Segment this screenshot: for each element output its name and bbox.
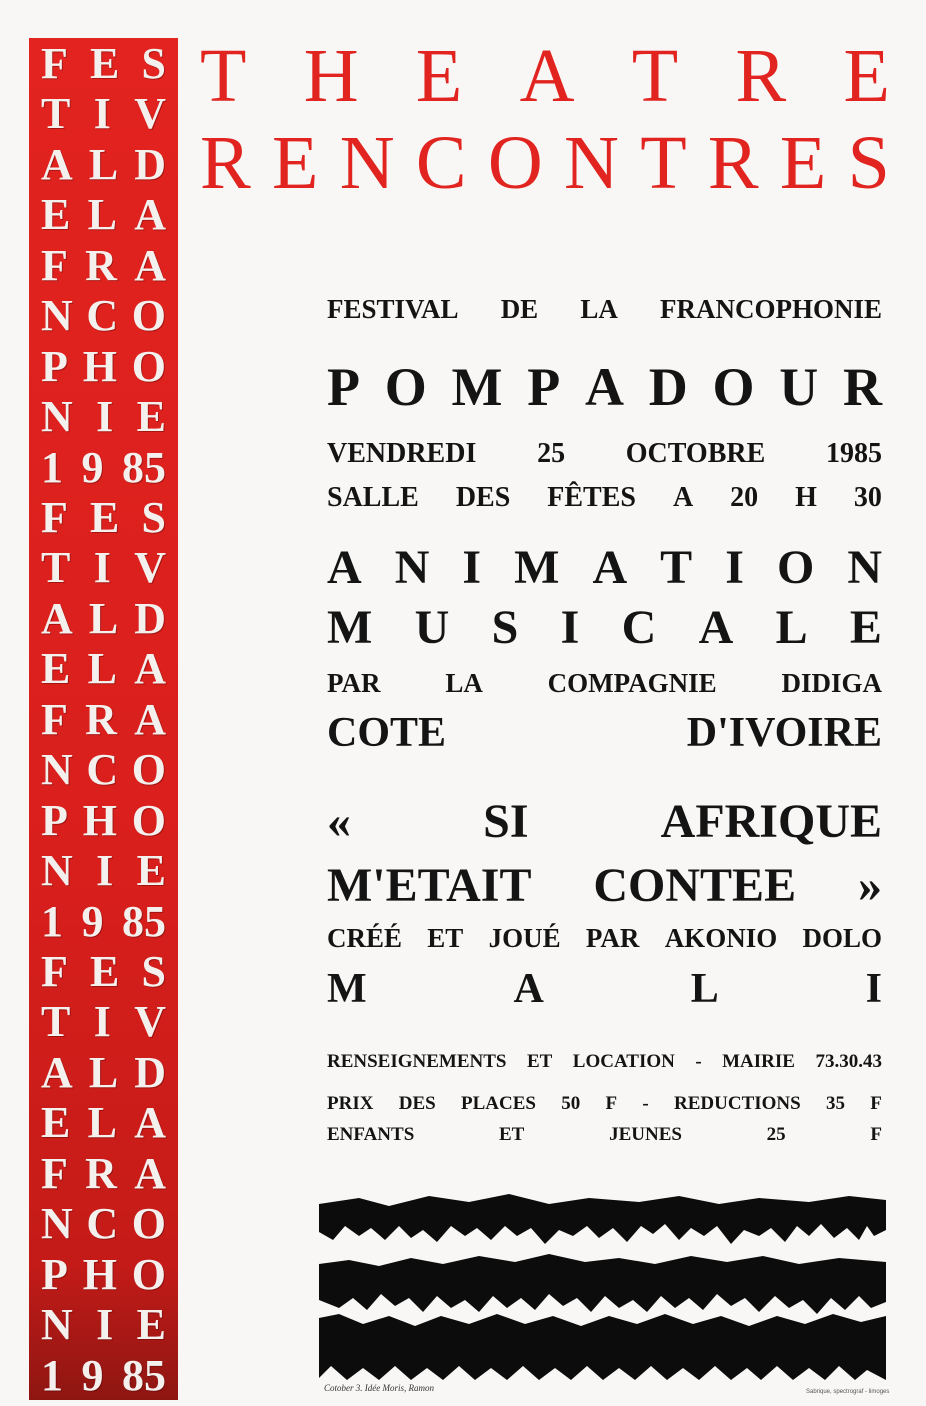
sidebar-letter: T xyxy=(41,543,71,593)
sidebar-letter: 1 xyxy=(41,1350,63,1400)
show1-country xyxy=(327,712,882,754)
sidebar-letter: L xyxy=(88,593,119,643)
sidebar-letter: O xyxy=(131,745,166,795)
sidebar-letter: O xyxy=(131,341,166,391)
sidebar-row xyxy=(29,1249,178,1299)
sidebar-letter: R xyxy=(85,694,117,744)
glyph-group: FRANCOPHONIE xyxy=(659,294,882,324)
sidebar-row xyxy=(29,1098,178,1148)
sidebar-letter: L xyxy=(87,1098,117,1148)
sidebar-letter: R xyxy=(85,240,117,290)
sidebar-letter: C xyxy=(86,1199,119,1249)
town-line xyxy=(327,357,882,417)
glyph-group: FÊTES xyxy=(547,482,636,513)
sidebar-letter: E xyxy=(136,1300,166,1350)
sidebar-letter: P xyxy=(41,1249,68,1299)
sidebar-letter: N xyxy=(41,291,73,341)
sidebar-row xyxy=(29,240,178,290)
sidebar-letter: L xyxy=(88,1047,119,1097)
sidebar-letter: N xyxy=(41,1199,73,1249)
sidebar-row xyxy=(29,1350,178,1400)
prices-line xyxy=(327,1094,882,1113)
sidebar-letter: A xyxy=(41,1047,73,1097)
glyph-group: T xyxy=(660,541,693,594)
sidebar-row xyxy=(29,644,178,694)
sidebar-letter: S xyxy=(141,39,166,88)
glyph-group: P xyxy=(527,357,561,417)
glyph-group: - xyxy=(695,1051,702,1072)
glyph-group: F xyxy=(870,1124,882,1145)
sidebar-letter: 1 xyxy=(41,896,63,946)
sidebar-letter: F xyxy=(41,694,68,744)
glyph-group: 35 xyxy=(826,1093,845,1114)
glyph-group: U xyxy=(414,601,450,654)
glyph-group: PAR xyxy=(327,668,381,698)
glyph-group: M xyxy=(514,541,560,594)
glyph-group: OCTOBRE xyxy=(625,438,766,469)
sidebar-letter: S xyxy=(141,947,166,996)
sidebar-letter: N xyxy=(41,1300,73,1350)
glyph-group: A xyxy=(519,34,575,118)
glyph-group: JOUÉ xyxy=(488,923,561,953)
sidebar-letter: A xyxy=(134,694,166,744)
glyph-group: S xyxy=(847,121,890,205)
sidebar-letter: E xyxy=(136,392,166,442)
glyph-group: DES xyxy=(455,482,511,513)
sidebar-letter: C xyxy=(86,745,119,795)
sidebar-letter: S xyxy=(141,493,166,542)
sidebar-letter: F xyxy=(41,1148,68,1198)
sidebar-letter: I xyxy=(96,392,114,442)
sidebar-row xyxy=(29,1148,178,1198)
glyph-group: N xyxy=(339,121,395,205)
glyph-group: M xyxy=(327,601,373,654)
sidebar-row xyxy=(29,392,178,442)
glyph-group: RENSEIGNEMENTS xyxy=(327,1051,507,1072)
sidebar-letter: E xyxy=(136,846,166,896)
sidebar-letter: E xyxy=(41,644,71,694)
artist-signature: Cotober 3. Idée Moris, Ramon xyxy=(324,1383,434,1393)
glyph-group: A xyxy=(513,966,544,1012)
sidebar-letter: F xyxy=(41,39,68,88)
sidebar-row xyxy=(29,39,178,88)
glyph-group: R xyxy=(707,121,759,205)
sidebar-letter: I xyxy=(93,997,111,1047)
sidebar-letter: D xyxy=(134,139,166,189)
show1-company xyxy=(327,670,882,697)
sidebar-letter: E xyxy=(41,190,71,240)
glyph-group: T xyxy=(640,121,687,205)
sidebar-letter: 1 xyxy=(41,442,63,492)
glyph-group: O xyxy=(712,357,755,417)
sidebar-letter: V xyxy=(134,543,166,593)
sidebar-row xyxy=(29,593,178,643)
glyph-group: N xyxy=(394,541,430,594)
glyph-group: I xyxy=(462,541,482,594)
sidebar-letter: A xyxy=(134,240,166,290)
glyph-group: N xyxy=(847,541,882,594)
glyph-group: N xyxy=(564,121,619,205)
glyph-group: LOCATION xyxy=(572,1051,675,1072)
venue-line xyxy=(327,484,882,512)
glyph-group: DIDIGA xyxy=(781,668,882,698)
glyph-group: FESTIVAL xyxy=(327,294,459,324)
glyph-group: 30 xyxy=(853,482,882,513)
glyph-group: I xyxy=(865,966,882,1012)
sidebar-row xyxy=(29,493,178,542)
sidebar-letter: F xyxy=(41,947,68,996)
sidebar-row xyxy=(29,139,178,189)
glyph-group: 73.30.43 xyxy=(815,1051,882,1072)
festival-line xyxy=(327,296,882,323)
glyph-group: A xyxy=(672,482,694,513)
sidebar-letter: 9 xyxy=(81,442,104,492)
glyph-group: E xyxy=(415,34,463,118)
sidebar-letter: 9 xyxy=(81,1350,104,1400)
sidebar-letter: V xyxy=(134,89,166,139)
printer-credit: Sabrique, spectrograf - limoges xyxy=(806,1389,890,1395)
sidebar-row xyxy=(29,694,178,744)
sidebar-letter: P xyxy=(41,795,68,845)
glyph-group: ET xyxy=(427,923,464,953)
sidebar-letter: O xyxy=(131,795,166,845)
sidebar-letter: A xyxy=(134,190,166,240)
sidebar-letter: I xyxy=(96,1300,114,1350)
sidebar-letter: A xyxy=(41,593,73,643)
glyph-group: A xyxy=(327,541,362,594)
sidebar-letter: P xyxy=(41,341,68,391)
glyph-group: PRIX xyxy=(327,1093,374,1114)
glyph-group: M'ETAIT xyxy=(327,859,532,912)
glyph-group: O xyxy=(487,121,543,205)
glyph-group: A xyxy=(698,601,734,654)
title-theatre xyxy=(200,34,890,118)
glyph-group: 25 xyxy=(537,438,566,469)
glyph-group: T xyxy=(200,34,247,118)
info-line xyxy=(327,1052,882,1071)
glyph-group: P xyxy=(327,357,360,417)
date-line xyxy=(327,440,882,468)
sidebar-letter: 85 xyxy=(122,1350,166,1400)
sidebar-letter: 85 xyxy=(122,442,166,492)
glyph-group: O xyxy=(776,541,815,594)
sidebar-letter: E xyxy=(41,1098,71,1148)
sidebar-row xyxy=(29,341,178,391)
sidebar-letter: A xyxy=(134,1148,166,1198)
sidebar-letter: V xyxy=(134,997,166,1047)
glyph-group: AFRIQUE xyxy=(660,795,882,848)
glyph-group: DOLO xyxy=(802,923,882,953)
glyph-group: H xyxy=(303,34,359,118)
glyph-group: A xyxy=(592,541,628,594)
show2-title-line2 xyxy=(327,859,882,912)
glyph-group: COMPAGNIE xyxy=(547,668,717,698)
glyph-group: SALLE xyxy=(327,482,419,513)
sidebar-row xyxy=(29,1199,178,1249)
glyph-group: E xyxy=(779,121,827,205)
glyph-group: « xyxy=(327,795,351,848)
sidebar-letter: F xyxy=(41,240,68,290)
sidebar-letter: L xyxy=(87,644,117,694)
glyph-group: D xyxy=(648,357,688,417)
glyph-group: E xyxy=(843,34,890,118)
sidebar-letter: C xyxy=(86,291,119,341)
glyph-group: 20 xyxy=(730,482,759,513)
sidebar-row xyxy=(29,1047,178,1097)
title-rencontres xyxy=(200,121,890,205)
children-price-line xyxy=(327,1125,882,1144)
sidebar-row xyxy=(29,1300,178,1350)
glyph-group: T xyxy=(631,34,679,118)
glyph-group: M xyxy=(327,966,367,1012)
sidebar-letter: I xyxy=(93,543,111,593)
glyph-group: F xyxy=(605,1093,618,1114)
sidebar-row xyxy=(29,190,178,240)
glyph-group: LA xyxy=(445,668,483,698)
glyph-group: PLACES xyxy=(460,1093,536,1114)
sidebar-letter: L xyxy=(87,190,117,240)
glyph-group: S xyxy=(491,601,519,654)
glyph-group: COTE xyxy=(327,710,447,756)
glyph-group: CRÉÉ xyxy=(327,923,403,953)
glyph-group: 25 xyxy=(766,1124,786,1145)
sidebar-letter: 9 xyxy=(81,896,104,946)
sidebar-row xyxy=(29,89,178,139)
glyph-group: PAR xyxy=(585,923,640,953)
glyph-group: A xyxy=(584,357,624,417)
sidebar-letter: N xyxy=(41,846,73,896)
sidebar-letter: H xyxy=(82,341,117,391)
sidebar-letter: E xyxy=(90,39,120,88)
glyph-group: I xyxy=(560,601,580,654)
glyph-group: SI xyxy=(483,795,529,848)
glyph-group: REDUCTIONS xyxy=(674,1093,801,1114)
glyph-group: VENDREDI xyxy=(327,438,477,469)
glyph-group: AKONIO xyxy=(664,923,778,953)
ink-artwork xyxy=(319,1190,886,1380)
glyph-group: DES xyxy=(398,1093,436,1114)
glyph-group: ENFANTS xyxy=(327,1124,415,1145)
glyph-group: LA xyxy=(580,294,618,324)
sidebar-letter: I xyxy=(93,89,111,139)
glyph-group: DE xyxy=(500,294,539,324)
sidebar-letter: O xyxy=(131,1199,166,1249)
glyph-group: MAIRIE xyxy=(722,1051,795,1072)
sidebar-letter: A xyxy=(134,1098,166,1148)
show2-creator xyxy=(327,925,882,952)
sidebar-letter: H xyxy=(82,795,117,845)
glyph-group: U xyxy=(779,357,819,417)
glyph-group: JEUNES xyxy=(609,1124,682,1145)
glyph-group: R xyxy=(735,34,787,118)
sidebar-letter: H xyxy=(82,1249,117,1299)
sidebar-letter: O xyxy=(131,291,166,341)
sidebar-letter: T xyxy=(41,89,71,139)
sidebar-letter: E xyxy=(90,947,120,996)
sidebar-row xyxy=(29,947,178,996)
glyph-group: E xyxy=(271,121,319,205)
sidebar-letter: I xyxy=(96,846,114,896)
glyph-group: I xyxy=(725,541,744,594)
glyph-group: - xyxy=(642,1093,649,1114)
show1-title-line1 xyxy=(327,541,882,594)
sidebar-letter: N xyxy=(41,392,73,442)
show2-country xyxy=(327,968,882,1010)
glyph-group: O xyxy=(384,357,427,417)
sidebar-letter: L xyxy=(88,139,119,189)
glyph-group: E xyxy=(849,601,882,654)
sidebar-letter: A xyxy=(134,644,166,694)
glyph-group: ET xyxy=(499,1124,525,1145)
sidebar-letter: T xyxy=(41,997,71,1047)
sidebar-row xyxy=(29,442,178,492)
glyph-group: F xyxy=(870,1093,882,1114)
festival-sidebar xyxy=(29,38,178,1400)
sidebar-letter: D xyxy=(134,593,166,643)
sidebar-letter: O xyxy=(131,1249,166,1299)
glyph-group: CONTEE xyxy=(593,859,797,912)
glyph-group: C xyxy=(415,121,467,205)
sidebar-row xyxy=(29,291,178,341)
show2-title-line1 xyxy=(327,795,882,848)
sidebar-letter: N xyxy=(41,745,73,795)
glyph-group: 1985 xyxy=(826,438,882,469)
glyph-group: C xyxy=(621,601,657,654)
glyph-group: R xyxy=(200,121,251,205)
glyph-group: L xyxy=(775,601,808,654)
sidebar-row xyxy=(29,543,178,593)
glyph-group: R xyxy=(843,357,882,417)
glyph-group: » xyxy=(858,859,882,912)
show1-title-line2 xyxy=(327,601,882,654)
sidebar-letter: R xyxy=(85,1148,117,1198)
glyph-group: 50 xyxy=(561,1093,581,1114)
sidebar-letter: D xyxy=(134,1047,166,1097)
sidebar-letter: 85 xyxy=(122,896,166,946)
sidebar-row xyxy=(29,795,178,845)
sidebar-letter: A xyxy=(41,139,73,189)
glyph-group: M xyxy=(451,357,503,417)
sidebar-letter: F xyxy=(41,493,68,542)
sidebar-row xyxy=(29,997,178,1047)
sidebar-row xyxy=(29,896,178,946)
glyph-group: D'IVOIRE xyxy=(686,710,882,756)
glyph-group: L xyxy=(690,966,719,1012)
glyph-group: H xyxy=(795,482,817,513)
sidebar-letter: E xyxy=(90,493,120,542)
sidebar-row xyxy=(29,846,178,896)
glyph-group: ET xyxy=(526,1051,553,1072)
sidebar-row xyxy=(29,745,178,795)
